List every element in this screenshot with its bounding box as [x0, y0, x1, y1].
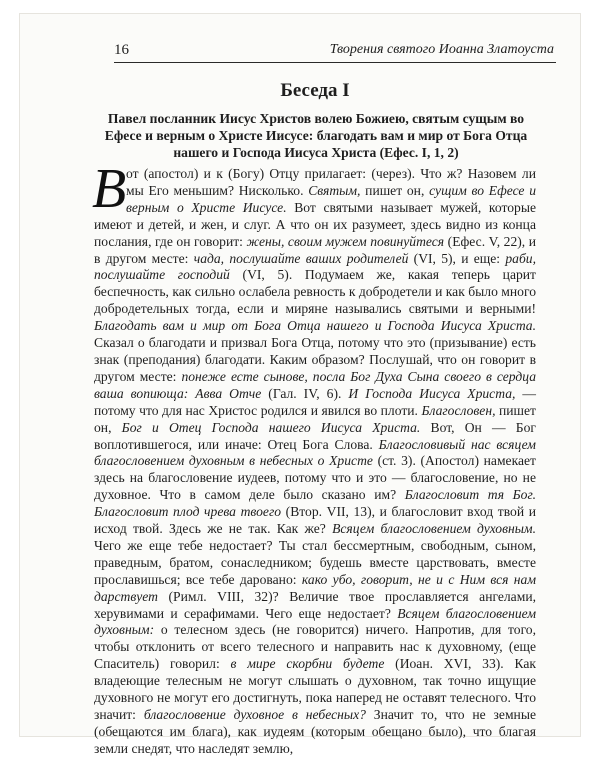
body-text — [92, 158, 537, 758]
running-header — [114, 40, 556, 63]
italic-quote: И Господа Иисуса Христа, — [348, 385, 516, 401]
italic-quote: понеже есте сынове, посла Бог Духа Сына своего в сердца ваша вопиюща: Авва Отче — [94, 368, 536, 401]
italic-quote: Святым, — [308, 182, 361, 198]
book-title: Творения святого Иоанна Златоуста — [329, 42, 554, 57]
text-run: (Римл. VIII, 32)? Величие твое прославляется ангелами, херувимами и серафимами. Чего еще недостает? — [94, 588, 536, 621]
text-run: (Ефес. V, 22), и в другом месте: — [94, 233, 537, 266]
italic-quote: чада, послушайте ваших родителей — [193, 250, 409, 266]
text-run: пишет он, — [94, 402, 536, 435]
italic-quote: сущим во Ефесе и верным о Христе Иисусе. — [126, 182, 536, 215]
italic-quote: Благословит тя Бог. Благословит плод чрева твоего — [94, 487, 536, 520]
body-paragraph — [92, 158, 537, 756]
text-run: (Втор. VII, 13), и благословит вход твой и исход твой. Здесь же не так. Как же? — [94, 504, 537, 537]
text-run: Значит то, что не земные (обещаются им блага), как иудеям (которым обещано было), что благая земли снедят, что наследят землю, — [94, 707, 536, 756]
italic-quote: Всяцем благословением духовным. — [332, 521, 536, 537]
italic-quote: како убо, говорит, не и с Ним вся нам дарствует — [94, 571, 536, 604]
drop-cap: В — [92, 158, 127, 220]
chapter-heading: Беседа I — [280, 80, 350, 101]
italic-quote: Бог и Отец Господа нашего Иисуса Христа. — [121, 419, 421, 435]
italic-quote: Благодать вам и мир от Бога Отца нашего и Господа Иисуса Христа. — [94, 318, 536, 334]
italic-quote: Всяцем благословением духовным: — [94, 605, 536, 638]
text-run: (ст. 3). (Апостол) намекает здесь на благословение иудеев, потому что и это — благословение, но не духовное. Что в самом деле было сказано им? — [94, 453, 536, 503]
page-number: 16 — [114, 42, 129, 58]
text-run: о телесном здесь (не говорится) ничего. Напротив, для того, чтобы отклонить от всего телесного и направить нас к духовному, (еще Спаситель) говорил: — [94, 622, 536, 672]
text-run: (VI, 5). Подумаем же, какая теперь царит беспечность, как сильно ослабела ревность к добродетели и как было много добродетельных тогда, если и миряне назывались святыми и верными! — [94, 267, 536, 317]
italic-quote: Благословивый нас всяцем благословением духовным в небесных о Христе — [94, 436, 536, 469]
text-run: Вот, Он — Бог воплотившегося, или иначе: Отец Бога Слова. — [94, 419, 536, 452]
text-run: Чего же еще тебе недостает? Ты стал бессмертным, свободным, сыном, праведным, братом, сонаследником; будешь вместе царствовать, вместе прославишься; все тебе даровано: — [94, 537, 536, 587]
text-run: Вот святыми называет мужей, которые имеют и детей, и жен, и слуг. А что он их разумеет, здесь видно из конца послания, где он говорит: — [94, 199, 536, 249]
italic-quote: жены, своим мужем повинуйтеся — [246, 233, 445, 249]
italic-quote: в мире скорбни будете — [230, 656, 385, 672]
italic-quote: благословение духовное в небесных? — [143, 707, 366, 722]
text-run: (VI, 5), и еще: — [408, 250, 506, 266]
chapter-subheading: Павел посланник Иисус Христов волею Божиею, святым сущым во Ефесе и верным о Христе Иисусе: благодать вам и мир от Бога Отца нашего и Господа Иисуса Христа (Ефес. I, 1, 2) — [104, 111, 528, 160]
italic-quote: раби, послушайте господий — [94, 250, 536, 283]
italic-quote: Благословен, — [421, 402, 496, 418]
text-run: (Гал. IV, 6). — [261, 385, 349, 401]
text-run: от (апостол) и к (Богу) Отцу прилагает: (через). Что ж? Назовем ли мы Его меньшим? Нисколько. — [126, 166, 536, 198]
text-run: — потому что для нас Христос родился и явился во плоти. — [94, 385, 536, 418]
text-run: пишет он, — [360, 182, 430, 198]
text-run: Сказал о благодати и призвал Бога Отца, потому что это (призывание) есть знак (преподания) благодати. Каким образом? Послушай, что он говорит в другом месте: — [94, 335, 536, 384]
text-run: (Иоан. XVI, 33). Как владеющие телесным не могут слышать о духовном, так точно ищущие духовного не могут его достигнуть, пока наперед не оставят телесного. Что значит: — [94, 656, 536, 722]
